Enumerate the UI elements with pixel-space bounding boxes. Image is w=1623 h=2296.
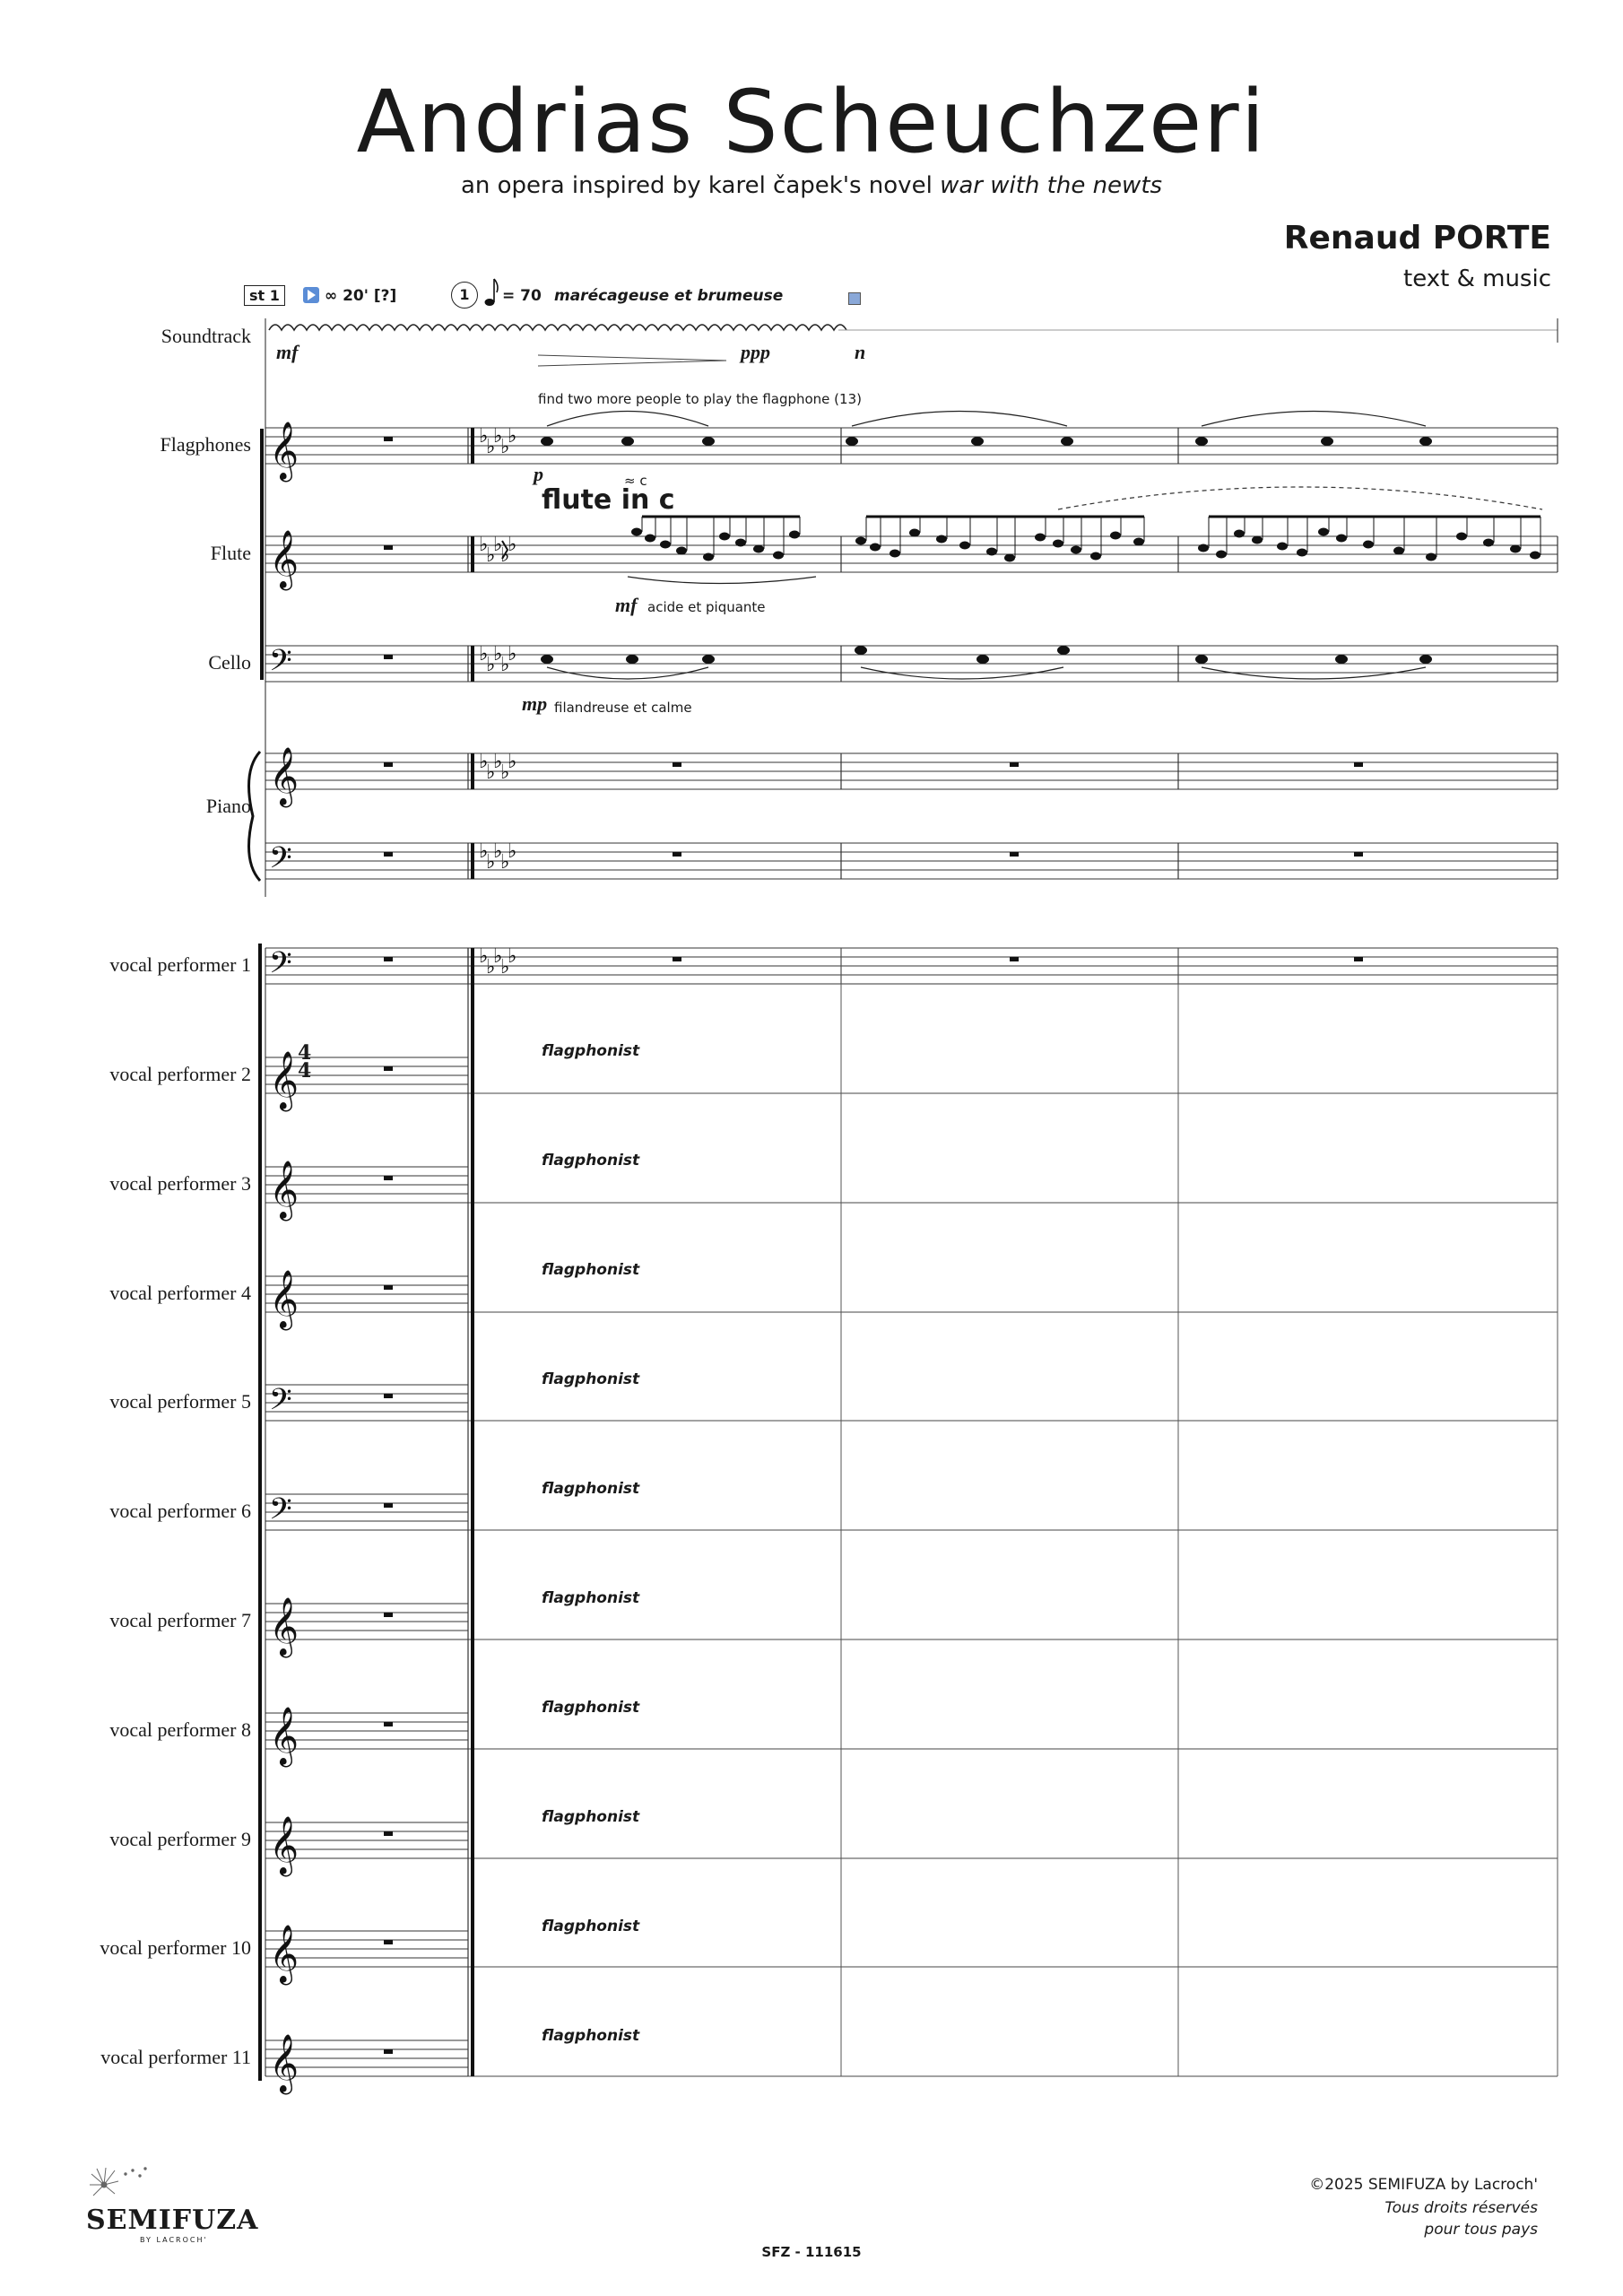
rest-icon — [1010, 852, 1019, 857]
dynamic-mf-flute: mf — [615, 594, 638, 616]
flat-icon: ♭ — [479, 945, 489, 968]
flat-icon: ♭ — [500, 761, 510, 784]
rest-icon — [384, 1940, 393, 1944]
note-head — [1252, 536, 1263, 544]
instrument-label: vocal performer 4 — [109, 1282, 251, 1304]
instrument-label: vocal performer 5 — [109, 1390, 251, 1413]
note-head — [1004, 554, 1015, 562]
note-head — [855, 537, 866, 545]
note-head — [1363, 541, 1374, 549]
note-head — [1336, 535, 1347, 543]
note-head — [1198, 544, 1209, 552]
note-head — [626, 655, 638, 664]
note-head — [870, 544, 881, 552]
flat-icon: ♭ — [493, 643, 503, 665]
rest-icon — [384, 1722, 393, 1726]
duration-marker: ∞ 20' [?] — [325, 287, 397, 305]
copyright: ©2025 SEMIFUZA by Lacroch' — [1309, 2176, 1538, 2194]
time-signature — [298, 1041, 312, 1083]
note-head — [735, 539, 746, 547]
rest-icon — [673, 957, 681, 961]
flat-icon: ♭ — [500, 436, 510, 458]
instrument-label: vocal performer 11 — [100, 2046, 251, 2068]
composer-name: Renaud PORTE — [1283, 220, 1551, 257]
note-head — [1216, 551, 1227, 559]
flat-icon: ♭ — [508, 643, 517, 665]
note-head — [1483, 539, 1494, 547]
flat-icon: ♭ — [486, 436, 496, 458]
tempo: = 70 — [502, 287, 542, 305]
rest-icon — [384, 655, 393, 659]
instrument-label: Flagphones — [160, 433, 251, 456]
note-head — [1053, 540, 1063, 548]
flagphonist-label: flagphonist — [542, 1589, 640, 1607]
note-head — [1393, 547, 1404, 555]
flat-icon: ♭ — [486, 851, 496, 874]
logo-text: SEMIFUZA — [86, 2205, 259, 2236]
flat-icon: ♭ — [479, 425, 489, 448]
note-head — [959, 542, 970, 550]
rest-icon — [673, 852, 681, 857]
instrument-label: Piano — [205, 795, 251, 817]
flagphonist-label: flagphonist — [542, 1480, 640, 1498]
rehearsal-box: st 1 — [244, 285, 285, 306]
clef-icon: 𝄞 — [269, 1707, 299, 1765]
note-head — [1510, 545, 1521, 553]
clef-icon: 𝄞 — [269, 747, 299, 805]
dynamic-niente: n — [855, 341, 866, 363]
flat-icon: ♭ — [493, 945, 503, 968]
slur — [1202, 412, 1426, 427]
clef-icon: 𝄞 — [269, 1925, 299, 1983]
flat-icon: ♭ — [493, 840, 503, 863]
note-head — [676, 547, 687, 555]
note-head — [1297, 549, 1307, 557]
flat-icon: ♭ — [508, 945, 517, 968]
note-head — [909, 529, 920, 537]
instrument-label: vocal performer 9 — [109, 1828, 251, 1850]
instrument-label: vocal performer 1 — [109, 953, 251, 976]
flagphonist-label: flagphonist — [542, 2027, 640, 2045]
clef-icon: 𝄞 — [269, 1816, 299, 1874]
flat-icon: ♭ — [493, 751, 503, 773]
note-head — [1071, 546, 1081, 554]
note-head — [1110, 532, 1121, 540]
note-head — [846, 437, 858, 446]
flute-expression: acide et piquante — [647, 599, 766, 615]
rest-icon — [384, 1503, 393, 1508]
catalog-number: SFZ - 111615 — [761, 2244, 862, 2260]
rest-icon — [384, 2049, 393, 2054]
flagphonist-label: flagphonist — [542, 1918, 640, 1935]
cello-expression: filandreuse et calme — [554, 700, 692, 716]
note-head — [702, 655, 715, 664]
note-head — [621, 437, 634, 446]
dashed-slur — [1058, 487, 1542, 509]
note-head — [1321, 437, 1333, 446]
note-head — [890, 550, 900, 558]
note-head — [1090, 552, 1101, 561]
subtitle-novel: war with the newts — [940, 172, 1163, 199]
flat-icon: ♭ — [486, 544, 496, 567]
rest-icon — [673, 762, 681, 767]
flat-icon: ♭ — [508, 751, 517, 773]
flat-icon: ♭ — [486, 956, 496, 978]
flat-icon: ♭ — [508, 840, 517, 863]
instrument-label: vocal performer 6 — [109, 1500, 251, 1522]
rest-icon — [384, 852, 393, 857]
dynamic-mp-cello: mp — [522, 692, 548, 715]
note-head — [631, 528, 642, 536]
note-head — [541, 655, 553, 664]
flat-icon: ♭ — [479, 643, 489, 665]
note-head — [719, 533, 730, 541]
flat-icon: ♭ — [479, 840, 489, 863]
clef-icon: 𝄢 — [269, 946, 292, 987]
clef-icon: 𝄞 — [269, 1161, 299, 1219]
flagphonist-label: flagphonist — [542, 1261, 640, 1279]
clef-icon: 𝄞 — [269, 1597, 299, 1656]
page-title: Andrias Scheuchzeri — [356, 72, 1267, 172]
rest-icon — [384, 762, 393, 767]
note-head — [1426, 553, 1436, 561]
flagphonist-label: flagphonist — [542, 1152, 640, 1170]
logo-subtext: BY LACROCH' — [140, 2236, 208, 2244]
flagphonist-label: flagphonist — [542, 1042, 640, 1060]
time-signature-top: 4 — [298, 1041, 312, 1065]
clef-icon: 𝄢 — [269, 644, 292, 685]
note-head — [936, 535, 947, 544]
flagphonist-label: flagphonist — [542, 1370, 640, 1388]
note-head — [1061, 437, 1073, 446]
rest-icon — [1010, 762, 1019, 767]
rest-icon — [384, 1613, 393, 1617]
rest-icon — [384, 957, 393, 961]
clef-icon: 𝄞 — [269, 530, 299, 588]
clef-icon: 𝄞 — [269, 422, 299, 480]
note-head — [773, 552, 784, 560]
note-head — [971, 437, 984, 446]
note-head — [1530, 552, 1541, 560]
flute-technique: ≈ c — [624, 473, 647, 489]
rest-icon — [1354, 762, 1363, 767]
semifuza-logo — [86, 2165, 258, 2244]
instrument-label: Cello — [208, 651, 251, 674]
flat-icon: ♭ — [493, 425, 503, 448]
rest-icon — [1354, 957, 1363, 961]
flat-icon: ♭ — [500, 544, 510, 567]
instrument-label: vocal performer 2 — [109, 1063, 251, 1085]
instrument-label: vocal performer 3 — [109, 1172, 251, 1195]
note-head — [789, 531, 800, 539]
note-head — [1195, 655, 1208, 664]
clef-icon: 𝄞 — [269, 2034, 299, 2092]
note-head — [1456, 533, 1467, 541]
rest-icon — [384, 545, 393, 550]
rights-line-1: Tous droits réservés — [1384, 2199, 1538, 2217]
rest-icon — [384, 1285, 393, 1290]
flat-icon: ♭ — [500, 956, 510, 978]
flat-icon: ♭ — [508, 425, 517, 448]
note-head — [1419, 655, 1432, 664]
dandelion-icon — [86, 2165, 149, 2201]
rest-icon — [384, 1394, 393, 1398]
instrument-label: vocal performer 10 — [100, 1936, 251, 1959]
instrument-label: Soundtrack — [161, 325, 251, 347]
note-head — [1419, 437, 1432, 446]
note-head — [1195, 437, 1208, 446]
note-head — [1035, 534, 1046, 542]
flat-icon: ♭ — [508, 534, 517, 556]
clef-icon: 𝄢 — [269, 841, 292, 883]
note-head — [1318, 528, 1329, 536]
note-head — [855, 646, 867, 655]
time-signature-bottom: 4 — [298, 1059, 312, 1083]
dynamic-mf-soundtrack: mf — [276, 341, 299, 363]
note-head — [645, 535, 655, 543]
rest-icon — [384, 1176, 393, 1180]
note-head — [702, 437, 715, 446]
flagphonist-label: flagphonist — [542, 1699, 640, 1717]
slur — [547, 412, 708, 427]
note-head — [753, 545, 764, 553]
note-head — [1133, 538, 1144, 546]
slur — [852, 412, 1067, 427]
flute-instruction: flute in c — [542, 484, 675, 516]
flat-icon: ♭ — [500, 654, 510, 676]
flagphonist-label: flagphonist — [542, 1808, 640, 1826]
subtitle-prefix: an opera inspired by karel čapek's novel — [460, 172, 933, 199]
instrument-label: vocal performer 8 — [109, 1718, 251, 1741]
note-head — [986, 548, 997, 556]
note-head — [1335, 655, 1348, 664]
soundtrack-squiggle — [269, 325, 846, 330]
rest-icon — [1354, 852, 1363, 857]
dynamic-ppp: ppp — [741, 341, 770, 363]
rights-line-2: pour tous pays — [1424, 2221, 1538, 2239]
instrument-label: Flute — [210, 542, 251, 564]
flat-icon: ♭ — [493, 534, 503, 556]
instrument-label: vocal performer 7 — [109, 1609, 251, 1631]
flat-icon: ♭ — [486, 654, 496, 676]
clef-icon: 𝄢 — [269, 1492, 292, 1534]
note-head — [1277, 543, 1288, 551]
flat-icon: ♭ — [500, 851, 510, 874]
dynamic-p-flute: p — [534, 463, 543, 485]
slur — [628, 577, 816, 584]
clef-icon: 𝄞 — [269, 1051, 299, 1109]
note-head — [976, 655, 989, 664]
flat-icon: ♭ — [479, 751, 489, 773]
composer-credit: text & music — [1403, 265, 1551, 292]
clef-icon: 𝄢 — [269, 1383, 292, 1424]
note-head — [1234, 530, 1245, 538]
flat-icon: ♭ — [486, 761, 496, 784]
rest-icon — [384, 1066, 393, 1071]
tempo-text: marécageuse et brumeuse — [554, 287, 784, 305]
note-head — [703, 553, 714, 561]
clef-icon: 𝄞 — [269, 1270, 299, 1328]
rest-icon — [384, 1831, 393, 1836]
rest-icon — [1010, 957, 1019, 961]
note-head — [660, 541, 671, 549]
rehearsal-number: 1 — [451, 282, 478, 309]
decrescendo-hairpin — [538, 355, 726, 366]
note-head — [1057, 646, 1070, 655]
note-head — [541, 437, 553, 446]
flagphone-instruction: find two more people to play the flagphone (13) — [538, 391, 862, 407]
flat-icon: ♭ — [479, 534, 489, 556]
rest-icon — [384, 437, 393, 441]
